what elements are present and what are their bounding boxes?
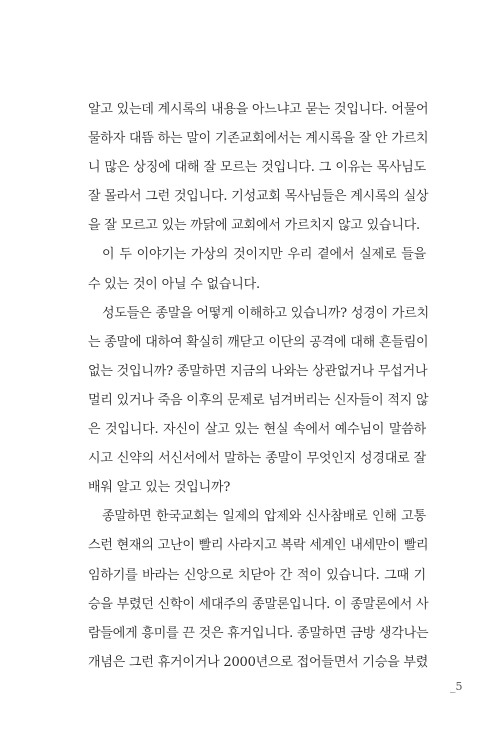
paragraph-2: [88, 240, 426, 298]
text-line: 이 두 이야기는 가상의 것이지만 우리 곁에서 실제로 들을: [102, 247, 426, 263]
text-line: 시고 신약의 서신서에서 말하는 종말이 무엇인지 성경대로 잘: [88, 451, 426, 467]
text-line: 멀리 있거나 죽음 이후의 문제로 넘겨버리는 신자들이 적지 않: [88, 392, 429, 408]
text-line: 수 있는 것이 아닐 수 없습니다.: [88, 276, 260, 292]
text-line: 임하기를 바라는 신앙으로 치닫아 간 적이 있습니다. 그때 기: [88, 567, 426, 583]
text-line: 종말하면 한국교회는 일제의 압제와 신사참배로 인해 고통: [102, 509, 426, 525]
text-line: 승을 부렸던 신학이 세대주의 종말론입니다. 이 종말론에서 사: [88, 596, 429, 612]
paragraph-1: [88, 95, 429, 240]
text-line: 을 잘 모르고 있는 까닭에 교회에서 가르치지 않고 있습니다.: [88, 218, 420, 234]
text-line: 람들에게 흥미를 끈 것은 휴거입니다. 종말하면 금방 생각나는: [88, 625, 429, 641]
text-line: 없는 것입니까? 종말하면 지금의 나와는 상관없거나 무섭거나: [88, 363, 428, 379]
text-line: 알고 있는데 계시록의 내용을 아느냐고 묻는 것입니다. 어물어: [88, 102, 429, 117]
paragraph-3: [88, 299, 429, 503]
page-number: _5: [450, 680, 463, 693]
body-text: [88, 95, 429, 677]
text-line: 잘 몰라서 그런 것입니다. 기성교회 목사님들은 계시록의 실상: [88, 189, 429, 205]
text-line: 배워 알고 있는 것입니까?: [88, 480, 231, 496]
text-line: 니 많은 상징에 대해 잘 모르는 것입니다. 그 이유는 목사님도: [88, 160, 426, 176]
text-line: 성도들은 종말을 어떻게 이해하고 있습니까? 성경이 가르치: [102, 305, 429, 321]
text-line: 물하자 대뜸 하는 말이 기존교회에서는 계시록을 잘 안 가르치: [88, 131, 429, 147]
text-line: 은 것입니다. 자신이 살고 있는 현실 속에서 예수님이 말씀하: [88, 422, 426, 438]
text-line: 는 종말에 대하여 확실히 깨닫고 이단의 공격에 대해 흔들림이: [88, 334, 429, 350]
text-line: 개념은 그런 휴거이거나 2000년으로 접어들면서 기승을 부렸: [88, 654, 429, 670]
paragraph-4: [88, 502, 429, 677]
text-line: 스런 현재의 고난이 빨리 사라지고 복락 세계인 내세만이 빨리: [88, 538, 429, 554]
